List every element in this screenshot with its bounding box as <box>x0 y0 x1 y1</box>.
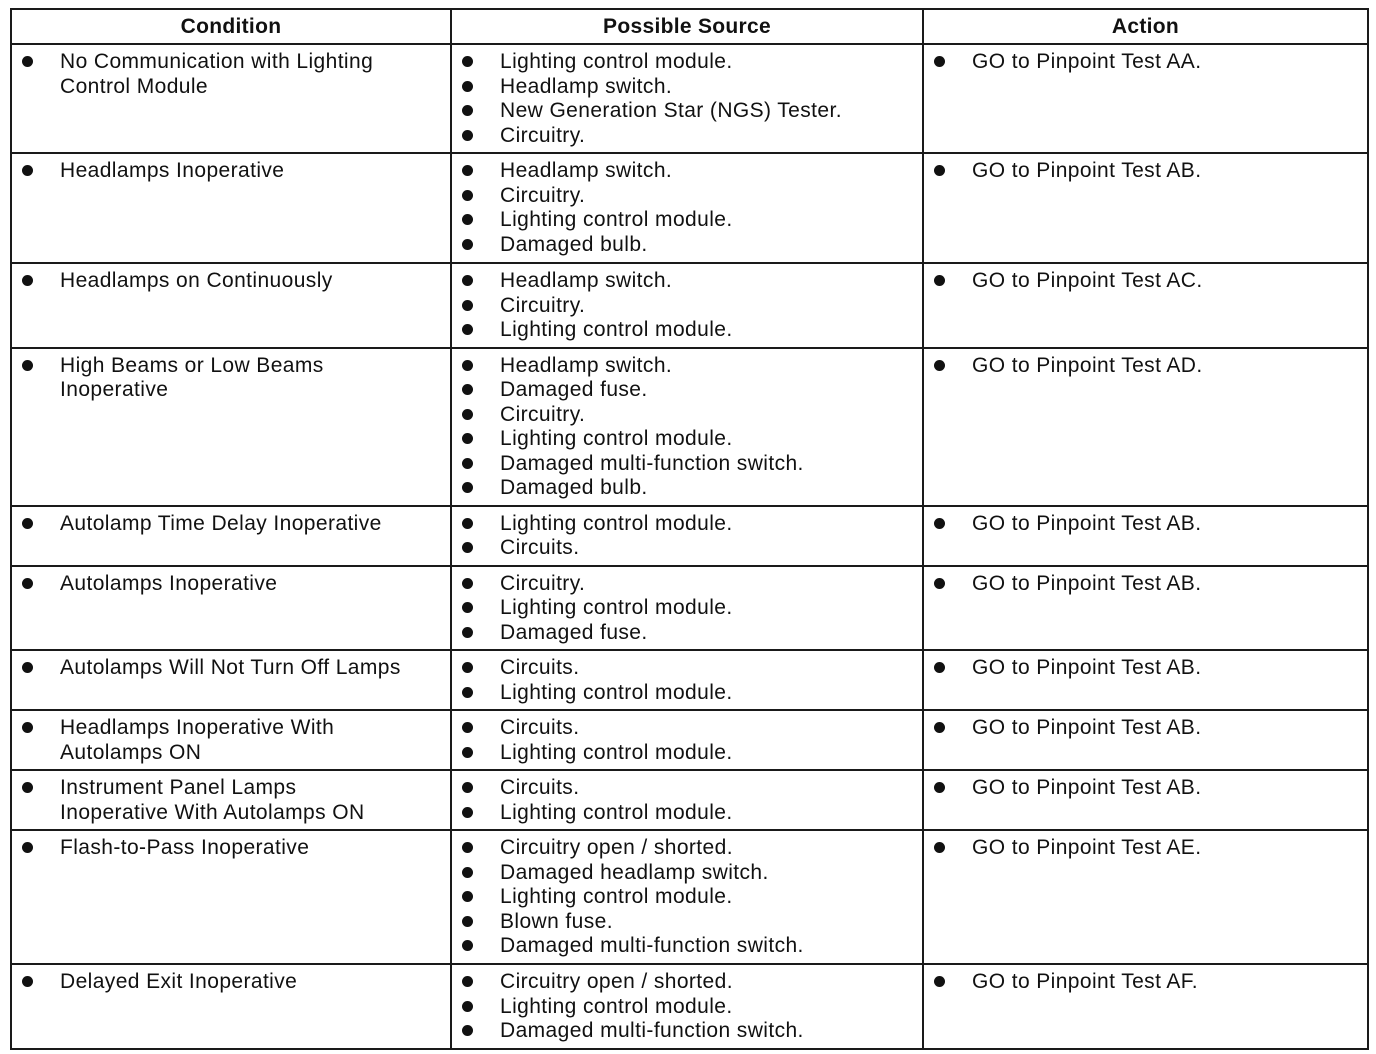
source-text: Headlamp switch. <box>500 74 673 98</box>
condition-cell <box>11 710 451 770</box>
source-item <box>462 403 914 428</box>
source-text: Damaged headlamp switch. <box>500 860 769 884</box>
action-text: GO to Pinpoint Test AB. <box>972 656 1202 679</box>
source-item <box>462 970 914 995</box>
source-item <box>462 572 914 597</box>
source-list <box>462 512 914 561</box>
source-item <box>462 995 914 1020</box>
condition-header: Condition <box>11 9 451 44</box>
source-text: Lighting control module. <box>500 885 733 908</box>
table-row <box>11 263 1368 348</box>
table-row <box>11 566 1368 651</box>
source-list <box>462 716 914 765</box>
bullet-icon <box>462 891 473 902</box>
bullet-icon <box>462 165 473 176</box>
source-text: Circuitry. <box>500 183 586 207</box>
bullet-icon <box>462 409 473 420</box>
action-cell <box>923 566 1368 651</box>
source-list <box>462 970 914 1044</box>
source-text: Circuitry. <box>500 402 586 426</box>
source-item <box>462 910 914 935</box>
bullet-icon <box>462 627 473 638</box>
bullet-icon <box>462 275 473 286</box>
source-item <box>462 776 914 801</box>
source-item <box>462 836 914 861</box>
source-text: Lighting control module. <box>500 680 733 704</box>
bullet-icon <box>462 940 473 951</box>
action-text: GO to Pinpoint Test AB. <box>972 776 1202 799</box>
source-text: Lighting control module. <box>500 427 733 450</box>
source-text: Damaged multi-function switch. <box>500 1019 804 1042</box>
bullet-icon <box>462 324 473 335</box>
bullet-icon <box>934 842 945 853</box>
possible-source-cell <box>451 153 923 263</box>
source-text: Circuitry open / shorted. <box>500 836 733 859</box>
condition-cell <box>11 566 451 651</box>
bullet-icon <box>934 578 945 589</box>
bullet-icon <box>462 482 473 493</box>
possible-source-cell <box>451 348 923 506</box>
bullet-icon <box>462 578 473 589</box>
bullet-icon <box>462 867 473 878</box>
bullet-icon <box>462 602 473 613</box>
bullet-icon <box>22 976 33 987</box>
source-text: Headlamp switch. <box>500 353 673 377</box>
source-text: Circuitry. <box>500 123 586 147</box>
source-text: Headlamp switch. <box>500 269 673 292</box>
bullet-icon <box>934 275 945 286</box>
action-cell <box>923 153 1368 263</box>
bullet-icon <box>462 56 473 67</box>
source-item <box>462 427 914 452</box>
condition-cell <box>11 650 451 710</box>
source-list <box>462 269 914 343</box>
source-text: Lighting control module. <box>500 208 733 231</box>
source-item <box>462 716 914 741</box>
bullet-icon <box>22 518 33 529</box>
action-text: GO to Pinpoint Test AF. <box>972 970 1198 993</box>
source-item <box>462 861 914 886</box>
source-item <box>462 801 914 826</box>
bullet-icon <box>934 662 945 673</box>
source-item <box>462 233 914 258</box>
source-item <box>462 354 914 379</box>
possible-source-cell <box>451 566 923 651</box>
source-item <box>462 75 914 100</box>
bullet-icon <box>462 130 473 141</box>
condition-cell <box>11 44 451 153</box>
source-text: Damaged multi-function switch. <box>500 451 804 475</box>
source-item <box>462 1019 914 1044</box>
source-text: Damaged bulb. <box>500 232 648 256</box>
bullet-icon <box>462 1025 473 1036</box>
source-list <box>462 354 914 501</box>
action-cell <box>923 710 1368 770</box>
source-text: New Generation Star (NGS) Tester. <box>500 99 842 122</box>
source-item <box>462 269 914 294</box>
action-text: GO to Pinpoint Test AA. <box>972 50 1202 73</box>
bullet-icon <box>934 722 945 733</box>
source-item <box>462 124 914 149</box>
source-item <box>462 934 914 959</box>
bullet-icon <box>462 458 473 469</box>
bullet-icon <box>462 807 473 818</box>
bullet-icon <box>462 105 473 116</box>
table-row <box>11 710 1368 770</box>
source-text: Damaged fuse. <box>500 620 648 644</box>
condition-cell <box>11 263 451 348</box>
bullet-icon <box>462 300 473 311</box>
bullet-icon <box>22 56 33 67</box>
source-text: Circuits. <box>500 656 580 679</box>
source-item <box>462 99 914 124</box>
condition-cell <box>11 506 451 566</box>
bullet-icon <box>22 722 33 733</box>
source-text: Lighting control module. <box>500 994 733 1018</box>
action-text: GO to Pinpoint Test AC. <box>972 269 1203 292</box>
table-header-row <box>11 9 1368 44</box>
source-item <box>462 656 914 681</box>
source-list <box>462 776 914 825</box>
diagnosis-table <box>10 8 1369 1050</box>
condition-cell <box>11 830 451 964</box>
source-item <box>462 476 914 501</box>
source-item <box>462 512 914 537</box>
source-text: Lighting control module. <box>500 800 733 824</box>
possible-source-cell <box>451 650 923 710</box>
bullet-icon <box>934 360 945 371</box>
source-item <box>462 159 914 184</box>
possible-source-cell <box>451 710 923 770</box>
action-header: Action <box>923 9 1368 44</box>
source-item <box>462 885 914 910</box>
bullet-icon <box>934 976 945 987</box>
source-item <box>462 452 914 477</box>
bullet-icon <box>462 782 473 793</box>
possible-source-cell <box>451 506 923 566</box>
bullet-icon <box>462 662 473 673</box>
condition-text: Headlamps Inoperative <box>60 159 285 182</box>
bullet-icon <box>462 1001 473 1012</box>
source-item <box>462 294 914 319</box>
condition-text: Instrument Panel Lamps Inoperative With Autolamps ON <box>60 776 365 824</box>
bullet-icon <box>22 578 33 589</box>
source-text: Lighting control module. <box>500 740 733 764</box>
condition-text: Autolamps Will Not Turn Off Lamps <box>60 656 401 679</box>
source-text: Lighting control module. <box>500 511 733 535</box>
condition-text: High Beams or Low Beams Inoperative <box>60 353 324 401</box>
bullet-icon <box>462 433 473 444</box>
condition-cell <box>11 348 451 506</box>
source-text: Damaged multi-function switch. <box>500 934 804 957</box>
source-text: Lighting control module. <box>500 50 733 73</box>
bullet-icon <box>462 239 473 250</box>
source-text: Blown fuse. <box>500 909 613 933</box>
bullet-icon <box>462 81 473 92</box>
source-list <box>462 572 914 646</box>
source-list <box>462 159 914 257</box>
condition-text: Headlamps Inoperative With Autolamps ON <box>60 716 335 764</box>
action-text: GO to Pinpoint Test AB. <box>972 716 1202 739</box>
possible-source-cell <box>451 830 923 964</box>
table-row <box>11 348 1368 506</box>
condition-text: Headlamps on Continuously <box>60 269 333 292</box>
bullet-icon <box>462 747 473 758</box>
action-cell <box>923 263 1368 348</box>
source-item <box>462 681 914 706</box>
source-list <box>462 50 914 148</box>
source-text: Circuitry. <box>500 571 586 595</box>
bullet-icon <box>934 782 945 793</box>
source-item <box>462 741 914 766</box>
possible-source-cell <box>451 44 923 153</box>
table-row <box>11 44 1368 153</box>
source-text: Damaged bulb. <box>500 476 648 499</box>
action-text: GO to Pinpoint Test AB. <box>972 511 1202 535</box>
table-row <box>11 650 1368 710</box>
source-text: Circuitry open / shorted. <box>500 970 733 993</box>
table-row <box>11 964 1368 1049</box>
action-cell <box>923 830 1368 964</box>
source-text: Headlamp switch. <box>500 159 673 182</box>
table-row <box>11 770 1368 830</box>
action-cell <box>923 506 1368 566</box>
source-item <box>462 536 914 561</box>
source-item <box>462 318 914 343</box>
source-text: Circuits. <box>500 776 580 799</box>
bullet-icon <box>22 360 33 371</box>
bullet-icon <box>462 214 473 225</box>
source-item <box>462 50 914 75</box>
bullet-icon <box>22 782 33 793</box>
bullet-icon <box>462 722 473 733</box>
source-text: Lighting control module. <box>500 318 733 341</box>
source-item <box>462 184 914 209</box>
bullet-icon <box>462 384 473 395</box>
source-item <box>462 621 914 646</box>
condition-cell <box>11 964 451 1049</box>
condition-text: Delayed Exit Inoperative <box>60 970 298 993</box>
bullet-icon <box>934 518 945 529</box>
bullet-icon <box>462 542 473 553</box>
bullet-icon <box>22 842 33 853</box>
source-text: Lighting control module. <box>500 596 733 619</box>
source-text: Circuits. <box>500 716 580 739</box>
action-text: GO to Pinpoint Test AB. <box>972 571 1202 595</box>
possible-source-header: Possible Source <box>451 9 923 44</box>
action-text: GO to Pinpoint Test AD. <box>972 353 1203 377</box>
source-list <box>462 836 914 959</box>
action-cell <box>923 964 1368 1049</box>
condition-cell <box>11 153 451 263</box>
source-list <box>462 656 914 705</box>
bullet-icon <box>934 56 945 67</box>
bullet-icon <box>462 360 473 371</box>
bullet-icon <box>462 687 473 698</box>
action-cell <box>923 650 1368 710</box>
action-cell <box>923 770 1368 830</box>
table-row <box>11 153 1368 263</box>
bullet-icon <box>22 165 33 176</box>
bullet-icon <box>22 662 33 673</box>
possible-source-cell <box>451 964 923 1049</box>
possible-source-cell <box>451 263 923 348</box>
action-cell <box>923 348 1368 506</box>
source-text: Damaged fuse. <box>500 378 648 401</box>
table-row <box>11 506 1368 566</box>
action-cell <box>923 44 1368 153</box>
bullet-icon <box>462 518 473 529</box>
condition-cell <box>11 770 451 830</box>
bullet-icon <box>462 190 473 201</box>
action-text: GO to Pinpoint Test AB. <box>972 159 1202 182</box>
condition-text: Autolamps Inoperative <box>60 571 278 595</box>
bullet-icon <box>22 275 33 286</box>
condition-text: Autolamp Time Delay Inoperative <box>60 511 382 535</box>
bullet-icon <box>462 916 473 927</box>
bullet-icon <box>462 976 473 987</box>
condition-text: Flash-to-Pass Inoperative <box>60 836 310 859</box>
condition-text: No Communication with Lighting Control Module <box>60 50 374 98</box>
source-item <box>462 208 914 233</box>
possible-source-cell <box>451 770 923 830</box>
bullet-icon <box>934 165 945 176</box>
source-item <box>462 596 914 621</box>
bullet-icon <box>462 842 473 853</box>
table-row <box>11 830 1368 964</box>
source-item <box>462 378 914 403</box>
source-text: Circuitry. <box>500 293 586 317</box>
action-text: GO to Pinpoint Test AE. <box>972 836 1202 859</box>
source-text: Circuits. <box>500 536 580 559</box>
table-body <box>11 44 1368 1049</box>
